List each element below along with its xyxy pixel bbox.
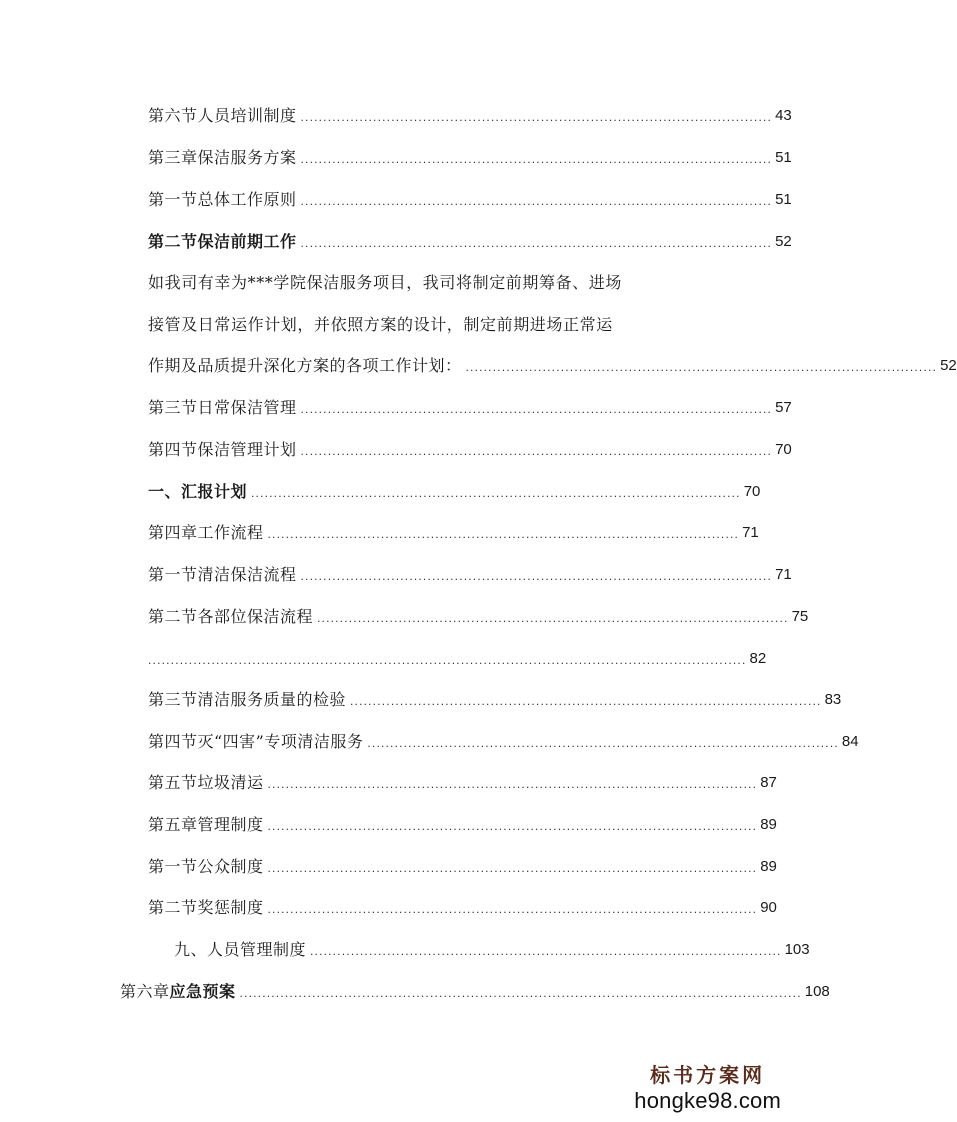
toc-entry-page: 89 <box>760 816 777 833</box>
toc-leader-dots: ........................................................................................................ <box>350 694 822 708</box>
toc-leader-dots: ............................................................................................................................ <box>239 986 802 1000</box>
toc-entry[interactable] <box>148 184 792 210</box>
toc-entry-page: 57 <box>775 399 792 416</box>
toc-entry-title: 一、汇报计划 <box>148 482 248 501</box>
toc-entry-title: 第四章工作流程 <box>148 523 264 542</box>
toc-entry-title: 第五章管理制度 <box>148 815 264 834</box>
toc-leader-dots: ........................................................................................................ <box>267 527 740 541</box>
toc-entry[interactable] <box>174 934 810 960</box>
toc-entry[interactable] <box>148 142 792 168</box>
toc-entry[interactable] <box>148 767 777 793</box>
toc-entry-title: 第一节清洁保洁流程 <box>148 565 297 584</box>
toc-entry-title: 第二节保洁前期工作 <box>148 232 297 251</box>
toc-paragraph-line: 如我司有幸为***学院保洁服务项目，我司将制定前期筹备、进场 <box>148 273 623 292</box>
toc-entry[interactable] <box>148 100 792 126</box>
toc-entry[interactable] <box>148 476 761 502</box>
toc-leader-dots: ........................................................................................................ <box>317 611 789 625</box>
toc-entry[interactable] <box>148 851 777 877</box>
toc-leader-dots: ............................................................................................................ <box>267 902 758 916</box>
toc-entry-title: 九、人员管理制度 <box>174 940 307 959</box>
toc-entry-page: 52 <box>775 233 792 250</box>
toc-entry-title: 应急预案 <box>169 982 236 1001</box>
toc-entry[interactable] <box>120 976 830 1002</box>
toc-entry-title: 第二节各部位保洁流程 <box>148 607 314 626</box>
toc-entry-page: 43 <box>775 107 792 124</box>
toc-entry[interactable] <box>148 559 792 585</box>
toc-leader-dots: ........................................................................................................ <box>465 360 938 374</box>
toc-entry[interactable] <box>148 892 777 918</box>
toc-entry[interactable] <box>148 350 957 376</box>
toc-leader-dots: ........................................................................................................ <box>300 236 773 250</box>
toc-entry-page: 52 <box>940 357 957 374</box>
site-watermark <box>634 1059 781 1114</box>
toc-entry[interactable] <box>148 643 767 669</box>
toc-entry-title: 第五节垃圾清运 <box>148 773 264 792</box>
toc-entry-title: 第四节保洁管理计划 <box>148 440 297 459</box>
toc-entry-title: 第一节公众制度 <box>148 857 264 876</box>
toc-entry-page: 108 <box>804 983 830 1000</box>
toc-leader-dots: ............................................................................................................ <box>251 486 741 500</box>
toc-entry-page: 71 <box>742 524 759 541</box>
toc-entry-page: 89 <box>760 858 777 875</box>
toc-entry-title: 第二节奖惩制度 <box>148 898 264 917</box>
toc-entry-page: 84 <box>841 733 859 750</box>
toc-leader-dots: ........................................................................................................ <box>367 736 839 750</box>
toc-entry-title: 第三节清洁服务质量的检验 <box>148 690 347 709</box>
toc-entry-title: 第一节总体工作原则 <box>148 190 297 209</box>
toc-entry[interactable] <box>148 226 792 252</box>
toc-entry-title-prefix: 第六章 <box>120 982 170 1001</box>
toc-entry[interactable] <box>148 726 859 752</box>
toc-entry[interactable] <box>148 601 809 627</box>
toc-entry-page: 75 <box>791 608 809 625</box>
toc-entry-page: 71 <box>775 566 792 583</box>
toc-entry-page: 82 <box>749 650 767 667</box>
toc-entry-page: 90 <box>760 899 777 916</box>
toc-entry-page: 70 <box>743 483 761 500</box>
toc-leader-dots: .................................................................................................................................... <box>148 653 747 667</box>
toc-leader-dots: ........................................................................................................ <box>300 152 773 166</box>
toc-entry-title: 第四节灭“四害”专项清洁服务 <box>148 732 364 751</box>
toc-leader-dots: ........................................................................................................ <box>300 402 773 416</box>
toc-leader-dots: ........................................................................................................ <box>300 569 773 583</box>
toc-entry-title: 第三节日常保洁管理 <box>148 398 297 417</box>
toc-entry-page: 70 <box>775 441 792 458</box>
toc-entry-page: 51 <box>775 191 792 208</box>
toc-entry[interactable] <box>148 517 759 543</box>
toc-entry-title: 第三章保洁服务方案 <box>148 148 297 167</box>
toc-entry-title: 作期及品质提升深化方案的各项工作计划： <box>148 356 462 375</box>
toc-leader-dots: ........................................................................................................ <box>300 194 773 208</box>
toc-leader-dots: ............................................................................................................ <box>267 861 758 875</box>
toc-leader-dots: ........................................................................................................ <box>310 944 782 958</box>
toc-entry-page: 83 <box>824 691 842 708</box>
toc-entry[interactable] <box>148 434 792 460</box>
toc-entry[interactable] <box>148 684 842 710</box>
watermark-domain: hongke98.com <box>634 1088 781 1113</box>
toc-leader-dots: ........................................................................................................ <box>300 444 773 458</box>
toc-leader-dots: ............................................................................................................ <box>267 819 758 833</box>
toc-entry[interactable] <box>148 392 792 418</box>
watermark-site-name: 标书方案网 <box>650 1063 766 1087</box>
toc-entry-page: 51 <box>775 149 792 166</box>
toc-entry-title: 第六节人员培训制度 <box>148 106 297 125</box>
toc-entry[interactable] <box>148 809 777 835</box>
toc-entry-page: 103 <box>784 941 810 958</box>
toc-paragraph-line: 接管及日常运作计划，并依照方案的设计，制定前期进场正常运 <box>148 315 613 334</box>
toc-entry-page: 87 <box>760 774 777 791</box>
toc-leader-dots: ............................................................................................................ <box>267 777 758 791</box>
toc-leader-dots: ........................................................................................................ <box>300 110 773 124</box>
